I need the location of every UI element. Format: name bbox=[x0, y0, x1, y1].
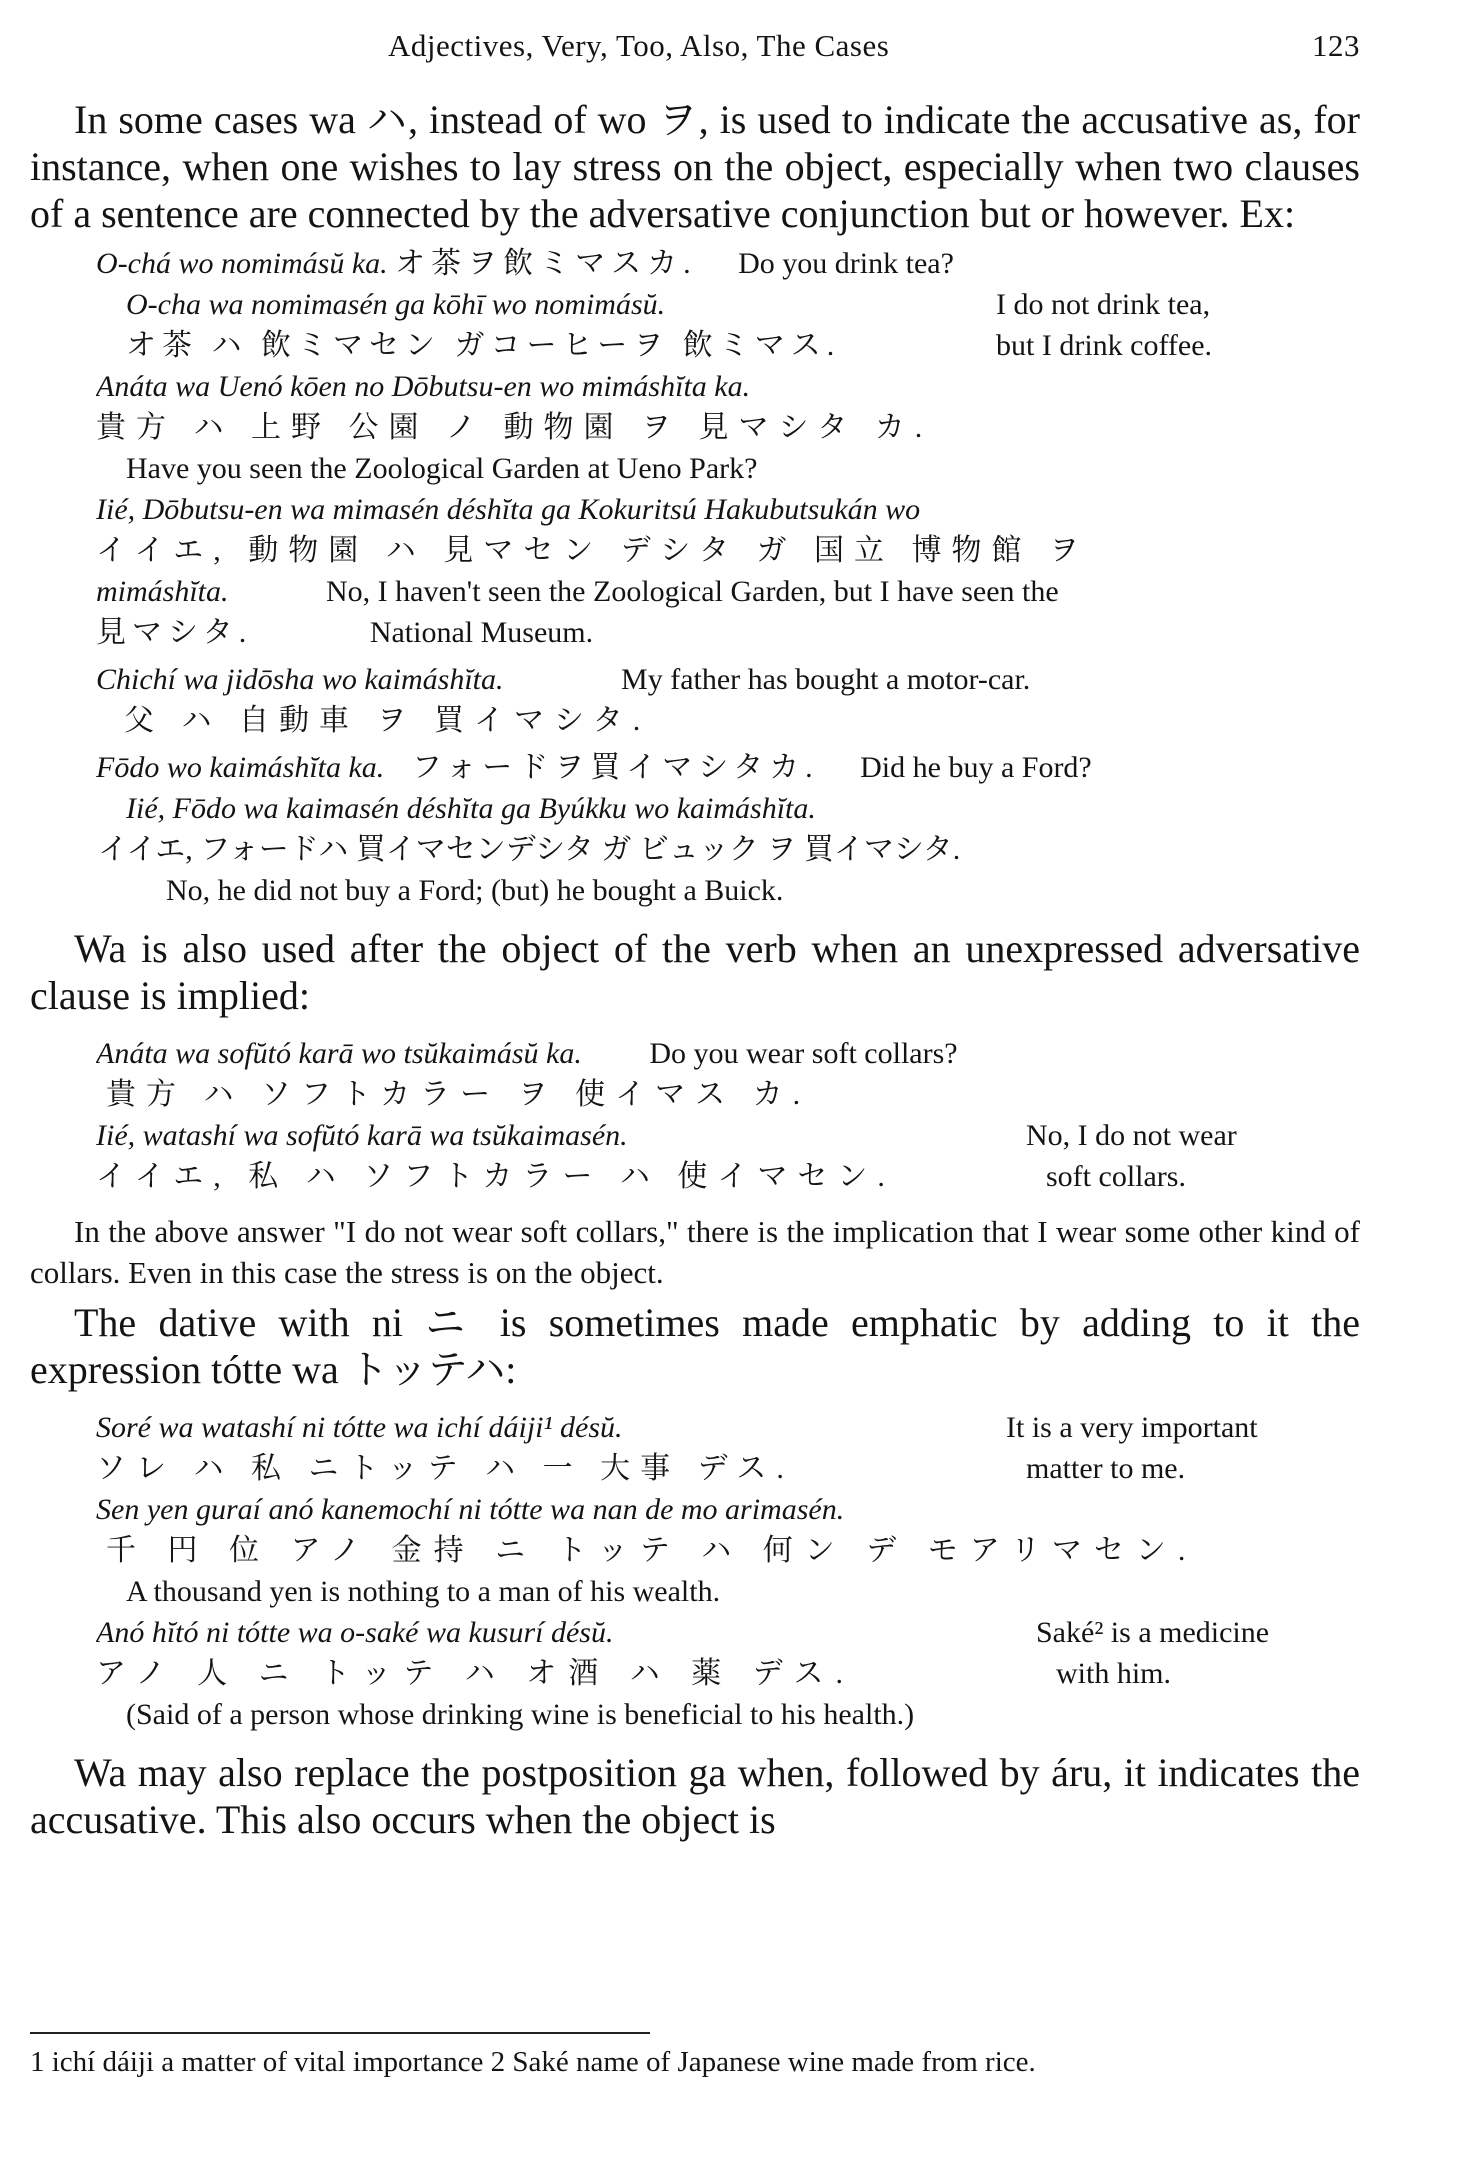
example-8 bbox=[96, 1033, 1360, 1115]
example-romaji: O-chá wo nomimásŭ ka. bbox=[96, 247, 388, 280]
footnote-divider bbox=[30, 2032, 650, 2034]
example-kana: アノ 人 ニ トッテ ハ オ酒 ハ 薬 デス. bbox=[96, 1657, 855, 1690]
example-english-cont: but I drink coffee. bbox=[996, 329, 1213, 362]
intro-paragraph: In some cases wa ハ, instead of wo ヲ, is used to indicate the accusative as, for instance, when one wishes to lay stress on the object, especially when two clauses of a sentence are connected by the adversative conjunction but or however. Ex: bbox=[30, 97, 1360, 236]
example-romaji: Iié, watashí wa sofŭtó karā wa tsŭkaimasén. bbox=[96, 1119, 628, 1152]
example-romaji: Anáta wa Uenó kōen no Dōbutsu-en wo mimáshĭta ka. bbox=[96, 370, 751, 403]
example-romaji: Sen yen guraí anó kanemochí ni tótte wa nan de mo arimasén. bbox=[96, 1493, 845, 1526]
running-title: Adjectives, Very, Too, Also, The Cases bbox=[388, 28, 890, 63]
example-line bbox=[96, 571, 1360, 612]
running-header bbox=[380, 28, 1360, 72]
example-romaji: Chichí wa jidōsha wo kaimáshĭta. bbox=[96, 663, 504, 696]
example-12 bbox=[96, 1612, 1360, 1694]
example-note: (Said of a person whose drinking wine is beneficial to his health.) bbox=[126, 1698, 915, 1731]
example-english: Saké² is a medicine bbox=[1036, 1616, 1270, 1649]
example-kana: 貴方 ハ ソフトカラー ヲ 使イマス カ. bbox=[106, 1078, 811, 1111]
example-11 bbox=[96, 1489, 1360, 1612]
example-kana: フォードヲ買イマシタカ. bbox=[411, 751, 819, 784]
example-romaji: Anáta wa sofŭtó karā wo tsŭkaimásŭ ka. bbox=[96, 1037, 582, 1070]
example-line bbox=[96, 1033, 1360, 1074]
example-english: No, I do not wear bbox=[1026, 1119, 1237, 1152]
example-kana: オ茶ヲ飲ミマスカ. bbox=[395, 247, 697, 280]
footnotes: 1 ichí dáiji a matter of vital importance 2 Saké name of Japanese wine made from rice. bbox=[30, 2046, 1036, 2078]
paragraph-5: Wa may also replace the postposition ga when, followed by áru, it indicates the accusative. This also occurs when the object is bbox=[30, 1750, 1360, 1842]
example-romaji-cont: mimáshĭta. bbox=[96, 575, 229, 608]
example-kana-cont: 見マシタ. bbox=[96, 616, 253, 649]
paragraph-4: The dative with ni ニ is sometimes made emphatic by adding to it the expression tótte wa トッテハ: bbox=[30, 1300, 1360, 1392]
example-kana: 千 円 位 アノ 金持 ニ トッテ ハ 何ン デ モアリマセン. bbox=[106, 1534, 1198, 1567]
example-kana: イイエ, フォードハ 買イマセンデシタ ガ ビュック ヲ 買イマシタ. bbox=[98, 833, 961, 866]
example-english: I do not drink tea, bbox=[996, 288, 1211, 321]
example-4 bbox=[96, 489, 1360, 653]
example-6 bbox=[96, 747, 1360, 788]
example-line bbox=[96, 243, 1360, 284]
example-english-cont: with him. bbox=[1056, 1657, 1172, 1690]
example-english-cont: matter to me. bbox=[1026, 1452, 1186, 1485]
example-2 bbox=[126, 284, 1360, 366]
example-kana: オ茶 ハ 飲ミマセン ガコーヒーヲ 飲ミマス. bbox=[126, 329, 841, 362]
example-line bbox=[96, 612, 1360, 653]
example-english-cont: National Museum. bbox=[369, 616, 594, 649]
page-body bbox=[30, 96, 1360, 1843]
example-english: No, I haven't seen the Zoological Garden, but I have seen the bbox=[326, 575, 1059, 608]
example-line bbox=[96, 659, 1360, 700]
example-english: A thousand yen is nothing to a man of his wealth. bbox=[126, 1575, 721, 1608]
example-romaji: Iié, Dōbutsu-en wa mimasén déshĭta ga Kokuritsú Hakubutsukán wo bbox=[96, 493, 921, 526]
example-line bbox=[96, 747, 1360, 788]
example-9 bbox=[96, 1115, 1360, 1197]
example-english: No, he did not buy a Ford; (but) he bought a Buick. bbox=[166, 874, 784, 907]
example-english: It is a very important bbox=[1006, 1411, 1258, 1444]
example-kana: 父 ハ 自動車 ヲ 買イマシタ. bbox=[124, 704, 651, 737]
example-10 bbox=[96, 1407, 1360, 1489]
example-english: Did he buy a Ford? bbox=[860, 751, 1092, 784]
example-english: Do you drink tea? bbox=[738, 247, 954, 280]
example-1 bbox=[96, 243, 1360, 284]
paragraph-2: Wa is also used after the object of the verb when an unexpressed adversative clause is implied: bbox=[30, 926, 1360, 1018]
example-english-cont: soft collars. bbox=[1046, 1160, 1186, 1193]
example-kana: イイエ, 動物園 ハ 見マセン デシタ ガ 国立 博物館 ヲ bbox=[96, 534, 1089, 567]
example-english: My father has bought a motor-car. bbox=[621, 663, 1031, 696]
example-english: Do you wear soft collars? bbox=[649, 1037, 958, 1070]
example-kana: イイエ, 私 ハ ソフトカラー ハ 使イマセン. bbox=[96, 1160, 895, 1193]
example-romaji: Iié, Fōdo wa kaimasén déshĭta ga Byúkku wo kaimáshĭta. bbox=[126, 792, 816, 825]
paragraph-3: In the above answer "I do not wear soft collars," there is the implication that I wear some other kind of collars. Even in this case the stress is on the object. bbox=[30, 1214, 1360, 1290]
example-romaji: Soré wa watashí ni tótte wa ichí dáiji¹ désŭ. bbox=[96, 1411, 623, 1444]
example-romaji: O-cha wa nomimasén ga kōhī wo nomimásŭ. bbox=[126, 288, 666, 321]
example-english: Have you seen the Zoological Garden at Ueno Park? bbox=[126, 452, 758, 485]
example-kana: 貴方 ハ 上野 公園 ノ 動物園 ヲ 見マシタ カ. bbox=[96, 411, 933, 444]
example-kana: ソレ ハ 私 ニトッテ ハ 一 大事 デス. bbox=[96, 1452, 794, 1485]
example-5 bbox=[96, 659, 1360, 741]
example-romaji: Anó hĭtó ni tótte wa o-saké wa kusurí désŭ. bbox=[96, 1616, 614, 1649]
page-number: 123 bbox=[1312, 28, 1360, 63]
example-3 bbox=[96, 366, 1360, 489]
example-7 bbox=[98, 788, 1360, 911]
example-romaji: Fōdo wo kaimáshĭta ka. bbox=[96, 751, 385, 784]
